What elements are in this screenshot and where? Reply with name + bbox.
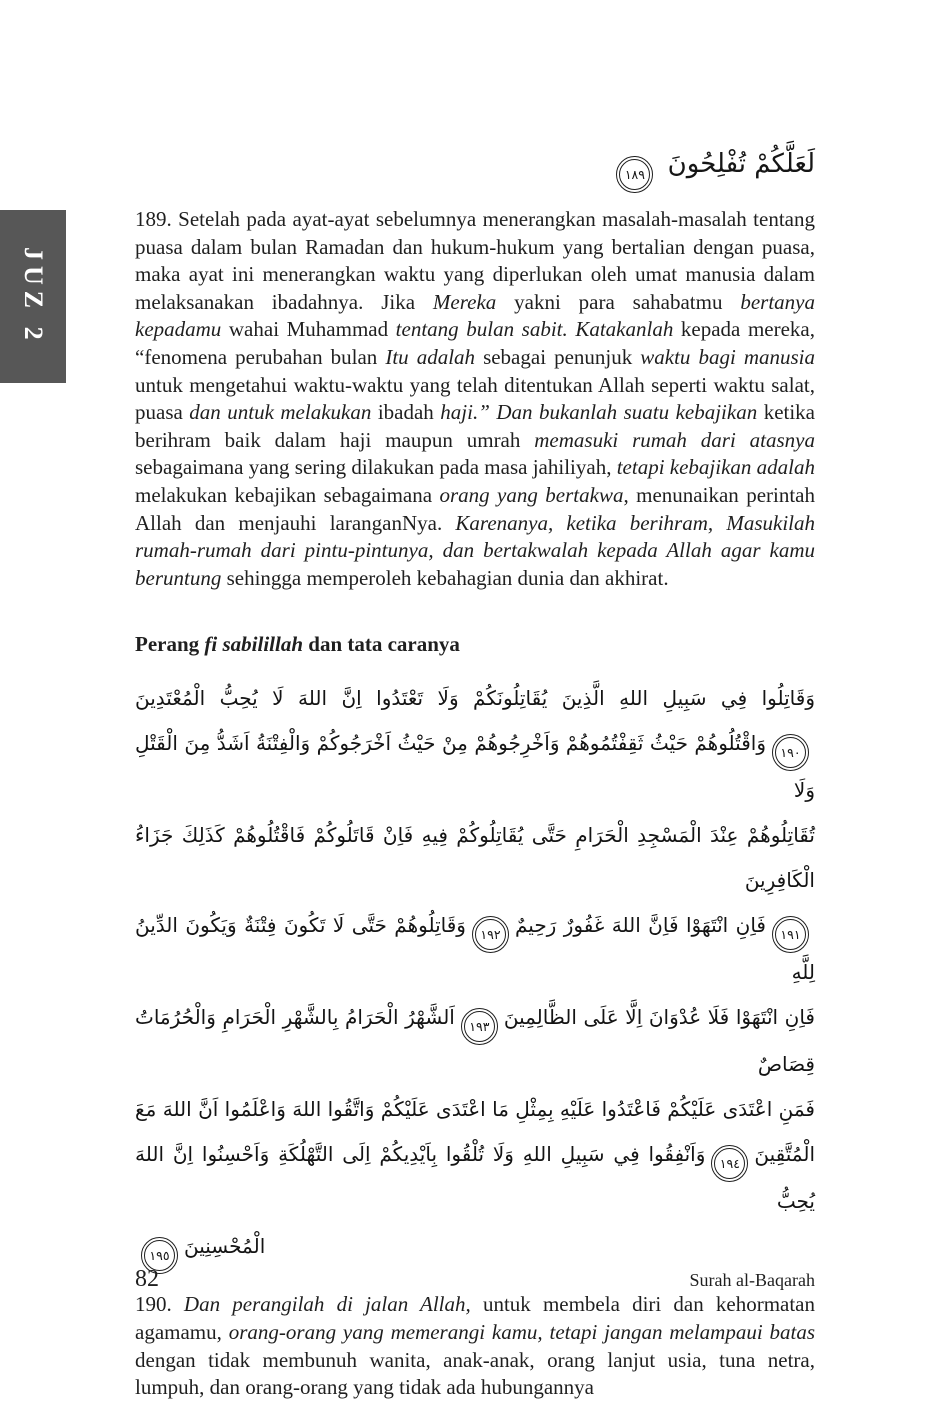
- arabic-line: [135, 903, 815, 995]
- text-segment: ketika berihram baik dalam haji maupun umrah: [135, 400, 815, 452]
- arabic-line: [135, 1087, 815, 1132]
- text-segment: sebagai penunjuk: [475, 344, 641, 369]
- text-segment: tetapi jangan melampaui batas: [549, 1319, 815, 1344]
- text-segment: untuk mengetahui waktu-waktu yang telah ditentukan Allah seperti waktu salat, puasa: [135, 372, 815, 425]
- text-segment: sehingga memperoleh kebahagian dunia dan akhirat.: [221, 565, 669, 590]
- section-heading: [135, 630, 815, 658]
- text-segment: فَمَنِ اعْتَدَى عَلَيْكُمْ فَاعْتَدُوا عَلَيْهِ بِمِثْلِ مَا اعْتَدَى عَلَيْكُمْ وَاتَّقُوا اللهَ وَاعْلَمُوا اَنَّ اللهَ مَعَ: [135, 1097, 815, 1122]
- ayah-number-roundel: ١٩٢: [475, 919, 506, 950]
- text-segment: فَاِنِ انْتَهَوْا فَاِنَّ اللهَ غَفُورٌ رَحِيمٌ: [514, 913, 766, 938]
- text-segment: dan untuk melakukan: [189, 400, 372, 425]
- ayah-number-roundel: ١٩٣: [464, 1011, 495, 1042]
- text-segment: فَاِنِ انْتَهَوْا فَلَا عُدْوَانَ اِلَّا عَلَى الظَّالِمِينَ: [503, 1005, 815, 1030]
- text-segment: memasuki rumah dari atasnya: [534, 427, 815, 452]
- text-segment: orang-orang yang memerangi kamu,: [228, 1319, 543, 1344]
- text-segment: Dan perangilah di jalan Allah,: [183, 1292, 471, 1317]
- text-segment: melakukan kebajikan sebagaimana: [135, 482, 440, 507]
- page-footer: [135, 1266, 815, 1293]
- text-segment: waktu bagi manusia: [640, 344, 816, 369]
- text-segment: وَقَاتِلُوهُمْ حَتَّى لَا تَكُونَ فِتْنَةٌ وَيَكُونَ الدِّينُ لِلَّهِ: [135, 913, 815, 985]
- page-number: 82: [135, 1266, 159, 1292]
- text-segment: الْمُحْسِنِينَ: [184, 1234, 266, 1259]
- surah-name: Surah al-Baqarah: [689, 1270, 815, 1290]
- arabic-verse-ending-189: [135, 138, 815, 190]
- arabic-line: [135, 813, 815, 903]
- text-segment: wahai Muhammad: [221, 317, 396, 342]
- text-segment: , menunaikan perintah Allah dan menjauhi laranganNya.: [135, 482, 815, 535]
- ayah-number-roundel: ١٩٥: [144, 1240, 175, 1271]
- text-segment: sebagaimana yang sering dilakukan pada masa jahiliyah,: [135, 455, 617, 480]
- text-segment: 190.: [135, 1292, 184, 1317]
- arabic-line: [135, 1224, 815, 1271]
- juz-tab-label: JUZ 2: [19, 247, 48, 346]
- text-segment: yakni para sahabatmu: [496, 289, 741, 314]
- text-segment: untuk membela diri dan kehormatan agamamu,: [135, 1292, 816, 1344]
- text-segment: dan tata caranya: [303, 632, 460, 657]
- text-segment: Perang: [135, 632, 205, 657]
- text-segment: tentang bulan sabit. Katakanlah: [395, 317, 674, 342]
- text-segment: وَقَاتِلُوا فِي سَبِيلِ اللهِ الَّذِينَ يُقَاتِلُونَكُمْ وَلَا تَعْتَدُوا اِنَّ اللهَ لَا يُحِبُّ الْمُعْتَدِينَ: [135, 686, 815, 711]
- text-segment: bertanya kepadamu: [135, 289, 815, 342]
- arabic-line: [135, 1132, 815, 1224]
- text-segment: لَعَلَّكُمْ تُفْلِحُونَ: [659, 149, 815, 179]
- text-segment: Mereka: [432, 289, 497, 314]
- arabic-line: [135, 995, 815, 1087]
- text-segment: orang yang bertakwa: [439, 482, 624, 507]
- arabic-line: [135, 721, 815, 813]
- text-segment: tetapi kebajikan adalah: [616, 455, 816, 480]
- text-segment: haji.” Dan bukanlah suatu kebajikan: [440, 400, 758, 425]
- text-segment: 189. Setelah pada ayat-ayat sebelumnya menerangkan masalah-masalah tentang puasa dalam bulan Ramadan dan hukum-hukum yang bertalian dengan puasa, maka ayat ini menerangkan waktu yang diperlukan oleh umat manusia dalam melaksanakan ibadahnya. Jika: [135, 207, 815, 314]
- text-segment: اَلشَّهْرُ الْحَرَامُ بِالشَّهْرِ الْحَرَامِ وَالْحُرُمَاتُ قِصَاصٌ: [135, 1005, 815, 1077]
- text-segment: وَاقْتُلُوهُمْ حَيْثُ ثَقِفْتُمُوهُمْ وَاَخْرِجُوهُمْ مِنْ حَيْثُ اَخْرَجُوكُمْ وَالْفِتْنَةُ اَشَدُّ مِنَ الْقَتْلِ وَلَا: [135, 731, 815, 803]
- ayah-number-roundel: ١٩٠: [775, 737, 806, 768]
- text-segment: ibadah: [371, 400, 441, 425]
- text-segment: fi sabilillah: [204, 632, 304, 657]
- text-segment: تُقَاتِلُوهُمْ عِنْدَ الْمَسْجِدِ الْحَرَامِ حَتَّى يُقَاتِلُوكُمْ فِيهِ فَاِنْ قَاتَلُوكُمْ فَاقْتُلُوهُمْ كَذَلِكَ جَزَاءُ الْكَافِرِينَ: [135, 823, 815, 893]
- text-segment: dengan tidak membunuh wanita, anak-anak, orang lanjut usia, tuna netra, lumpuh, dan orang-orang yang tidak ada hubungannya: [135, 1347, 815, 1400]
- commentary-paragraph-190: [135, 1291, 815, 1401]
- text-segment: وَاَنْفِقُوا فِي سَبِيلِ اللهِ وَلَا تُلْقُوا بِاَيْدِيكُمْ اِلَى التَّهْلُكَةِ وَاَحْسِنُوا اِنَّ اللهَ يُحِبُّ: [135, 1142, 815, 1214]
- arabic-line: [135, 676, 815, 721]
- ayah-number-roundel: ١٩٤: [714, 1148, 745, 1179]
- ayah-number-roundel: ١٨٩: [619, 159, 650, 190]
- text-column: [135, 0, 815, 1402]
- text-segment: Itu adalah: [385, 344, 476, 369]
- quran-verse-block-190-195: [135, 676, 815, 1271]
- text-segment: Karenanya, ketika berihram, Masukilah rumah-rumah dari pintu-pintunya, dan bertakwalah kepada Allah agar kamu beruntung: [135, 510, 815, 590]
- text-segment: الْمُتَّقِينَ: [754, 1142, 815, 1167]
- juz-tab: [0, 210, 66, 383]
- ayah-number-roundel: ١٩١: [775, 919, 806, 950]
- text-segment: kepada mereka, “fenomena perubahan bulan: [135, 317, 815, 369]
- commentary-paragraph-189: [135, 206, 815, 592]
